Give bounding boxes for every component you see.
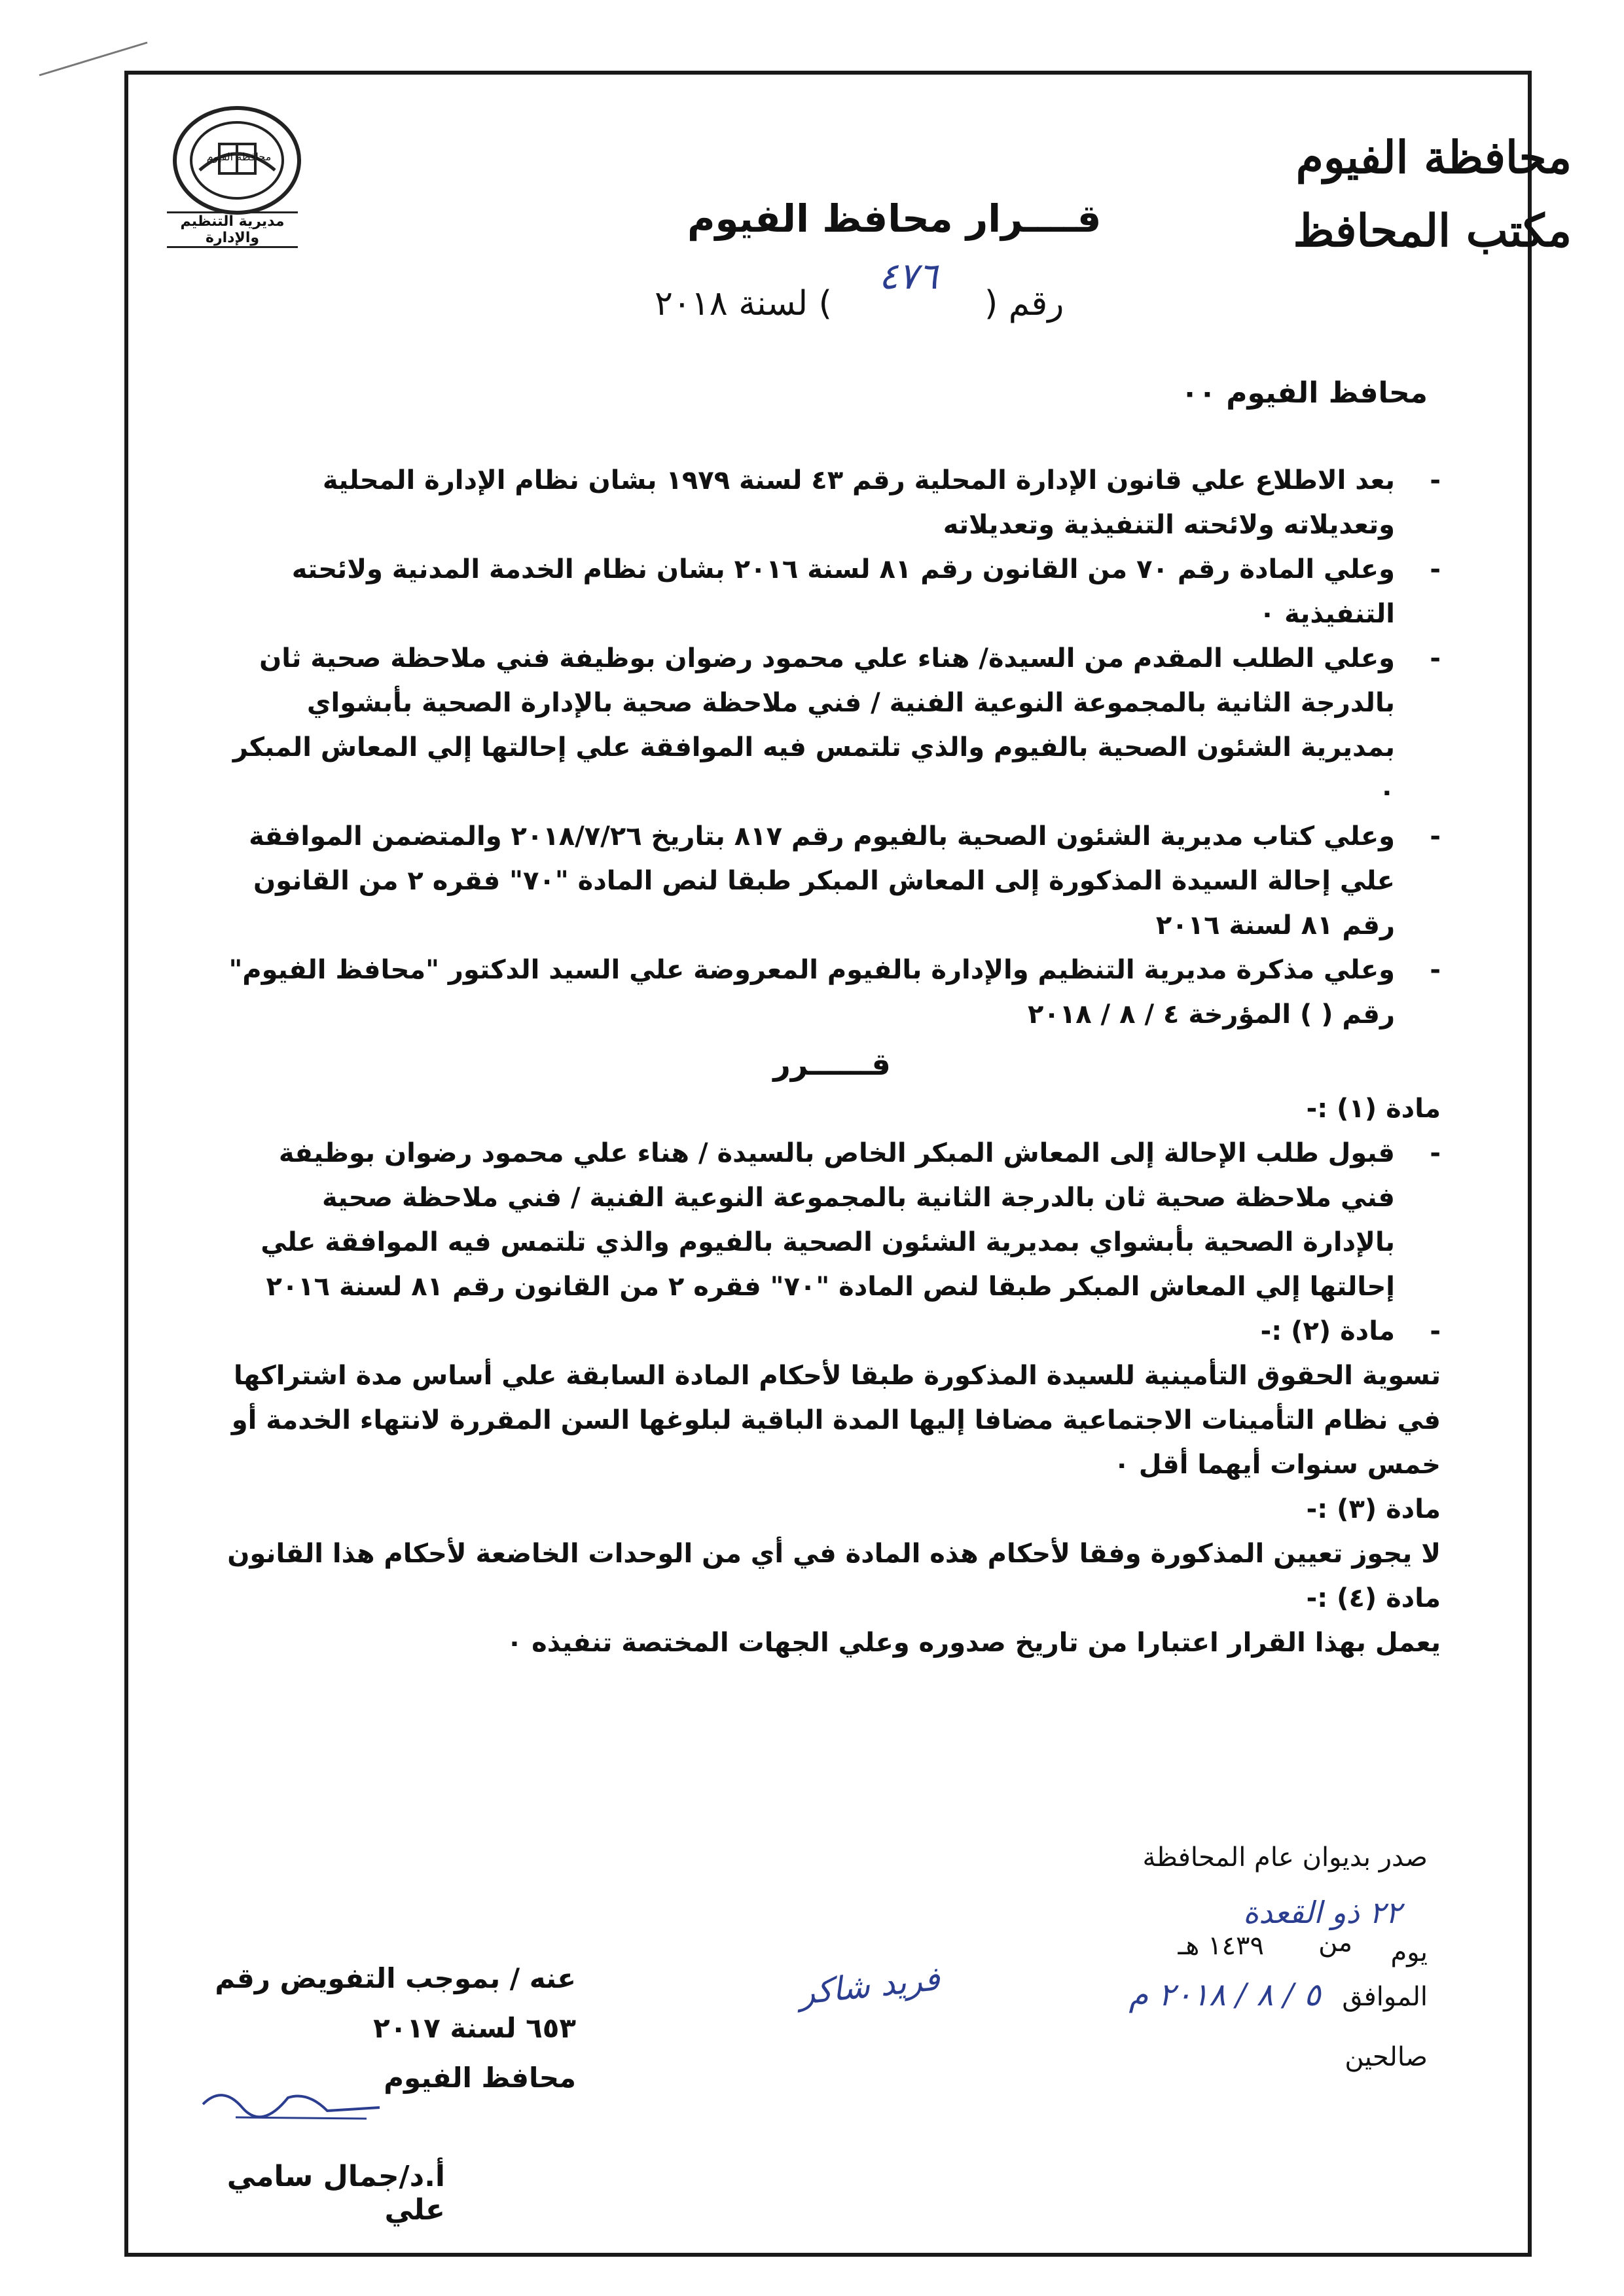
article-1-text: - قبول طلب الإحالة إلى المعاش المبكر الخاص بالسيدة / هناء علي محمود رضوان بوظيفة فني ملاحظة صحية ثان بالدرجة الثانية بالمجموعة النوعية الفنية / فني ملاحظة صحية بالإدارة الصحية بأبشواي بمديرية الشئون الصحية بالفيوم والذي تلتمس فيه الموافقة علي إحالتها إلي المعاش المبكر طبقا لنص المادة "٧٠" فقره ٢ من القانون رقم ٨١ لسنة ٢٠١٦ bbox=[223, 1131, 1441, 1309]
office-name: مكتب المحافظ bbox=[1293, 205, 1572, 257]
governorate-name: محافظة الفيوم bbox=[1295, 132, 1572, 184]
delegation-line: عنه / بموجب التفويض رقم ٦٥٣ لسنة ٢٠١٧ bbox=[215, 1962, 576, 2044]
signatory-name: أ.د/جمال سامي علي bbox=[226, 2160, 445, 2227]
decides-heading: قــــــرر bbox=[773, 1047, 891, 1082]
initials-signature: فريد شاكر bbox=[797, 1959, 942, 2013]
closing-word: صالحين bbox=[1344, 2042, 1428, 2072]
article-4-title: مادة (٤) :- bbox=[1306, 1583, 1441, 1613]
recital-item: - وعلي الطلب المقدم من السيدة/ هناء علي محمود رضوان بوظيفة فني ملاحظة صحية ثان بالدرجة الثانية بالمجموعة النوعية الفنية / فني ملاحظة صحية بالإدارة الصحية بأبشواي بمديرية الشئون الصحية بالفيوم والذي تلتمس فيه الموافقة علي إحالتها إلي المعاش المبكر ٠ bbox=[223, 636, 1441, 814]
gregorian-date-line bbox=[1129, 1977, 1428, 2013]
signatory-office: محافظ الفيوم bbox=[384, 2062, 576, 2094]
recital-item: - وعلي كتاب مديرية الشئون الصحية بالفيوم رقم ٨١٧ بتاريخ ٢٠١٨/٧/٢٦ والمتضمن الموافقة علي إحالة السيدة المذكورة إلى المعاش المبكر طبقا لنص المادة "٧٠" فقره ٢ من القانون رقم ٨١ لسنة ٢٠١٦ bbox=[223, 814, 1441, 948]
signature-scribble-icon bbox=[196, 2072, 393, 2130]
handwritten-hijri-day: ٢٢ ذو القعدة bbox=[1243, 1895, 1401, 1930]
decree-number-line bbox=[655, 255, 1064, 324]
article-4-text: يعمل بهذا القرار اعتبارا من تاريخ صدوره وعلي الجهات المختصة تنفيذه ٠ bbox=[506, 1628, 1441, 1658]
from-label: من bbox=[1318, 1928, 1352, 1958]
number-prefix: رقم ( bbox=[984, 284, 1064, 323]
number-suffix: ) لسنة ٢٠١٨ bbox=[655, 284, 832, 323]
recital-item: - وعلي المادة رقم ٧٠ من القانون رقم ٨١ لسنة ٢٠١٦ بشان نظام الخدمة المدنية ولائحته التنفيذية ٠ bbox=[223, 547, 1441, 636]
article-2-title: - مادة (٢) :- bbox=[223, 1309, 1441, 1354]
article-3-title: مادة (٣) :- bbox=[1306, 1494, 1441, 1524]
pen-stroke bbox=[36, 39, 151, 79]
article-1-title: مادة (١) :- bbox=[1306, 1094, 1441, 1124]
issuing-office bbox=[1293, 121, 1572, 268]
hijri-year: ١٤٣٩ هـ bbox=[1178, 1931, 1264, 1961]
issued-at: صدر بديوان عام المحافظة bbox=[1142, 1842, 1428, 1873]
day-label: يوم bbox=[1390, 1937, 1428, 1967]
preamble: محافظ الفيوم ٠٠ bbox=[1181, 376, 1428, 410]
decree-title: قــــرار محافظ الفيوم bbox=[687, 196, 1102, 241]
seal-caption: مديرية التنظيم والإدارة bbox=[167, 211, 298, 248]
handwritten-decree-number: ٤٧٦ bbox=[878, 255, 938, 298]
article-3-text: لا يجوز تعيين المذكورة وفقا لأحكام هذه المادة في أي من الوحدات الخاضعة لأحكام هذا القانون bbox=[227, 1539, 1441, 1569]
gregorian-date: ٥ / ٨ / ٢٠١٨ م bbox=[1128, 1977, 1321, 2013]
gregorian-label: الموافق bbox=[1342, 1982, 1428, 2012]
seal-text: محافظة الفيوم bbox=[206, 151, 272, 163]
recital-item: - وعلي مذكرة مديرية التنظيم والإدارة بالفيوم المعروضة علي السيد الدكتور "محافظ الفيوم" رقم ( ) المؤرخة ٤ / ٨ / ٢٠١٨ bbox=[223, 948, 1441, 1037]
recitals-block bbox=[223, 458, 1441, 1665]
recital-item: - بعد الاطلاع علي قانون الإدارة المحلية رقم ٤٣ لسنة ١٩٧٩ بشان نظام الإدارة المحلية وتعديلاته ولائحته التنفيذية وتعديلاته bbox=[223, 458, 1441, 547]
article-2-text: تسوية الحقوق التأمينية للسيدة المذكورة طبقا لأحكام المادة السابقة علي أساس مدة اشتراكها في نظام التأمينات الاجتماعية مضافا إليها المدة الباقية لبلوغها السن المقررة لانتهاء الخدمة أو خمس سنوات أيهما أقل ٠ bbox=[231, 1361, 1441, 1480]
